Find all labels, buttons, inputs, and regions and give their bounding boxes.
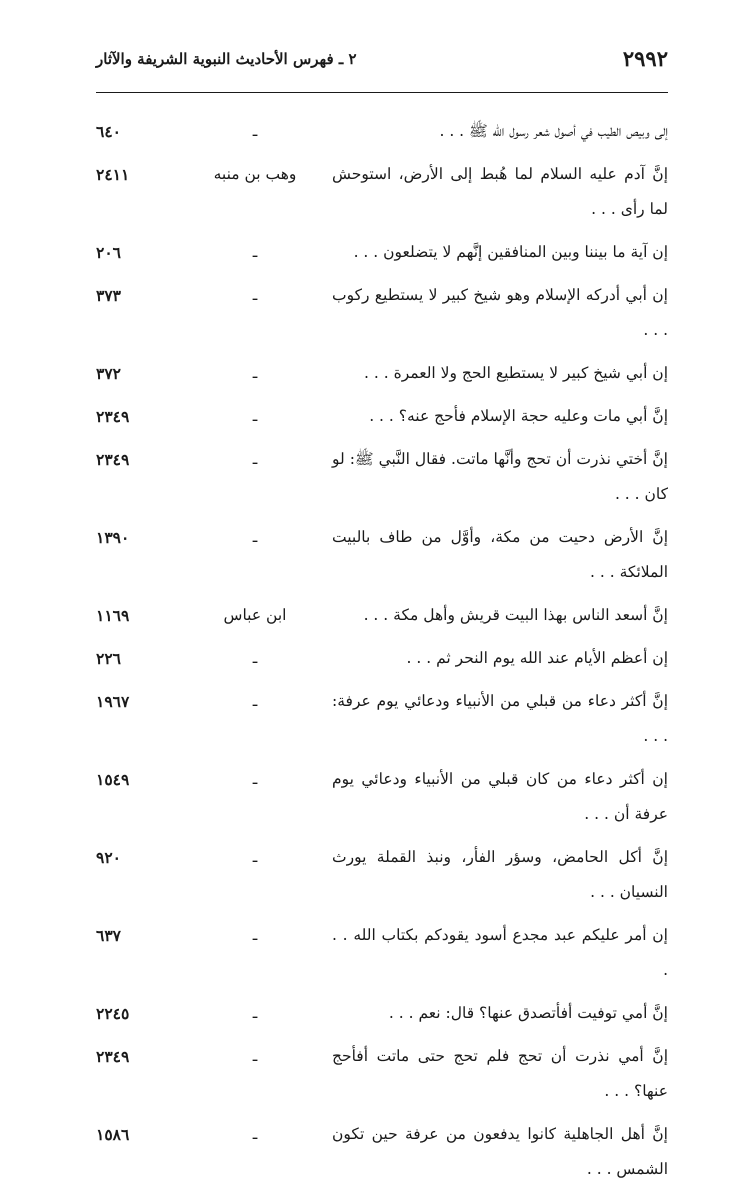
entry-reference-number: ٢٠٦	[96, 243, 121, 262]
entry-text: إنَّ آدم عليه السلام لما هُبط إلى الأرض، استوحش لما رأى . . .	[332, 165, 668, 218]
entry-text: إنَّ أبي مات وعليه حجة الإسلام فأحج عنه؟ . . .	[369, 407, 668, 425]
entry-text: إنَّ أختي نذرت أن تحج وأنَّها ماتت. فقال النَّبي ﷺ: لو كان . . .	[332, 450, 668, 503]
entry-text: إلى وبيص الطيب في أصول شعر رسول الله ﷺ . . .	[439, 122, 668, 140]
entry-narrator: ـ	[252, 122, 258, 140]
entry-narrator: ـ	[252, 692, 258, 710]
entry-text: إنَّ أهل الجاهلية كانوا يدفعون من عرفة حين تكون الشمس . . .	[332, 1125, 668, 1178]
index-entry	[96, 918, 668, 988]
index-entry	[96, 235, 668, 270]
entry-reference-number: ٩٢٠	[96, 848, 121, 867]
entry-reference-number: ٢٣٤٩	[96, 450, 130, 469]
index-entry	[96, 1117, 668, 1187]
index-entry	[96, 684, 668, 754]
entry-narrator: ـ	[252, 243, 258, 261]
index-entry	[96, 520, 668, 590]
index-entry	[96, 762, 668, 832]
entry-text: إن أبي أدركه الإسلام وهو شيخ كبير لا يستطيع ركوب . . .	[332, 286, 668, 339]
entry-reference-number: ٦٤٠	[96, 122, 121, 141]
entry-reference-number: ٢٢٤٥	[96, 1004, 130, 1023]
running-title: ٢ ـ فهرس الأحاديث النبوية الشريفة والآثار	[96, 50, 357, 68]
entry-narrator: ـ	[252, 926, 258, 944]
entry-reference-number: ٦٣٧	[96, 926, 121, 945]
index-entry	[96, 1039, 668, 1109]
entry-text: إن أبي شيخ كبير لا يستطيع الحج ولا العمرة . . .	[364, 364, 668, 382]
entry-reference-number: ٣٧٣	[96, 286, 121, 305]
entry-reference-number: ١٣٩٠	[96, 528, 130, 547]
entry-text: إنَّ أكل الحامض، وسؤر الفأر، ونبذ القملة يورث النسيان . . .	[332, 848, 668, 901]
entry-text: إن آية ما بيننا وبين المنافقين إنَّهم لا يتضلعون . . .	[353, 243, 668, 261]
entry-narrator: ـ	[252, 286, 258, 304]
entry-narrator: ـ	[252, 364, 258, 382]
index-entry	[96, 278, 668, 348]
entry-reference-number: ١٥٤٩	[96, 770, 130, 789]
entry-text: إن أعظم الأيام عند الله يوم النحر ثم . . .	[406, 649, 668, 667]
entry-text: إن أكثر دعاء من كان قبلي من الأنبياء ودعائي يوم عرفة أن . . .	[332, 770, 668, 823]
entry-text: إنَّ الأرض دحيت من مكة، وأوَّل من طاف بالبيت الملائكة . . .	[332, 528, 668, 581]
entry-text: إنَّ أمي توفيت أفأتصدق عنها؟ قال: نعم . . .	[388, 1004, 668, 1022]
index-entry	[96, 399, 668, 434]
entry-reference-number: ٢٣٤٩	[96, 1047, 130, 1066]
entry-reference-number: ١٩٦٧	[96, 692, 130, 711]
entry-text: إنَّ أسعد الناس بهذا البيت قريش وأهل مكة . . .	[363, 606, 668, 624]
entry-reference-number: ٢٣٤٩	[96, 407, 130, 426]
entry-narrator: ـ	[252, 407, 258, 425]
entry-narrator: وهب بن منبه	[213, 165, 297, 183]
entry-narrator: ـ	[252, 1047, 258, 1065]
hadith-index-list	[96, 114, 668, 1195]
entry-narrator: ـ	[252, 770, 258, 788]
index-entry	[96, 641, 668, 676]
entry-reference-number: ١٥٨٦	[96, 1125, 130, 1144]
entry-narrator: ـ	[252, 528, 258, 546]
page-number: ٢٩٩٢	[622, 46, 668, 71]
entry-text: إنَّ أمي نذرت أن تحج فلم تحج حتى ماتت أفأحج عنها؟ . . .	[332, 1047, 668, 1100]
entry-narrator: ـ	[252, 1004, 258, 1022]
index-entry	[96, 114, 668, 149]
entry-narrator: ـ	[252, 649, 258, 667]
index-entry	[96, 598, 668, 633]
index-entry	[96, 157, 668, 227]
page-header	[96, 42, 668, 93]
entry-narrator: ابن عباس	[223, 606, 287, 624]
index-entry	[96, 840, 668, 910]
entry-reference-number: ١١٦٩	[96, 606, 130, 625]
entry-narrator: ـ	[252, 848, 258, 866]
index-entry	[96, 996, 668, 1031]
entry-narrator: ـ	[252, 450, 258, 468]
entry-reference-number: ٢٤١١	[96, 165, 130, 184]
index-entry	[96, 356, 668, 391]
entry-text: إن أمر عليكم عبد مجدع أسود يقودكم بكتاب الله . . .	[332, 926, 668, 979]
entry-reference-number: ٣٧٢	[96, 364, 121, 383]
entry-reference-number: ٢٢٦	[96, 649, 121, 668]
entry-text: إنَّ أكثر دعاء من قبلي من الأنبياء ودعائي يوم عرفة: . . .	[332, 692, 668, 745]
index-entry	[96, 442, 668, 512]
entry-narrator: ـ	[252, 1125, 258, 1143]
